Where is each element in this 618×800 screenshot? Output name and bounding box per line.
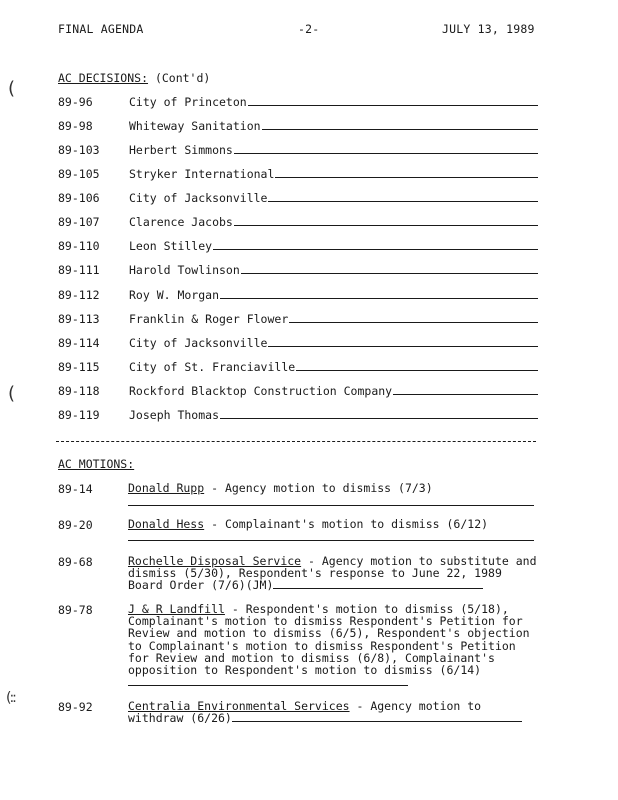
docket-number: 89-114 — [58, 336, 100, 350]
signature-line — [289, 322, 538, 323]
docket-number: 89-68 — [58, 555, 93, 569]
signature-line — [234, 153, 538, 154]
docket-number: 89-111 — [58, 263, 100, 277]
docket-number: 89-118 — [58, 384, 100, 398]
decision-row — [58, 406, 538, 422]
case-name: Joseph Thomas — [129, 408, 220, 422]
decision-row — [58, 165, 538, 181]
motion-description: - Agency motion to withdraw (6/26) — [128, 699, 482, 726]
signature-line — [296, 370, 538, 371]
signature-line — [273, 580, 483, 589]
motion-item — [58, 700, 538, 730]
margin-mark: (:: — [6, 690, 15, 706]
signature-line — [213, 249, 538, 250]
motion-description: - Respondent's motion to dismiss (5/18), Complainant's motion to dismiss Respondent's Petition for Review and motion to dismiss (6/5), Respondent's objection to Complainant's motion to dismiss Respondent's Petition for Review and motion to dismiss (6/8), Complainant's opposition to Respondent's motion to dismiss (6/14) — [128, 602, 530, 678]
decision-row — [58, 213, 538, 229]
case-name: Clarence Jacobs — [129, 215, 233, 229]
motion-item — [58, 482, 538, 512]
signature-line — [268, 346, 538, 347]
decision-row — [58, 358, 538, 374]
case-name: Leon Stilley — [129, 239, 213, 253]
decision-row — [58, 93, 538, 109]
docket-number: 89-20 — [58, 518, 93, 532]
signature-line — [268, 201, 538, 202]
docket-number: 89-78 — [58, 603, 93, 617]
page-number: -2- — [298, 22, 320, 36]
motion-item — [58, 603, 538, 693]
docket-number: 89-110 — [58, 239, 100, 253]
signature-line — [275, 177, 538, 178]
decisions-heading — [58, 71, 210, 85]
decision-row — [58, 189, 538, 205]
case-name: City of Princeton — [129, 95, 247, 109]
motions-heading: AC MOTIONS: — [58, 457, 135, 471]
motion-item — [58, 555, 538, 597]
docket-number: 89-96 — [58, 95, 93, 109]
signature-line — [248, 105, 538, 106]
signature-line — [241, 273, 538, 274]
motion-text — [128, 518, 538, 530]
docket-number: 89-92 — [58, 700, 93, 714]
motion-party: Donald Rupp — [128, 481, 205, 495]
decision-row — [58, 141, 538, 157]
case-name: Roy W. Morgan — [129, 288, 220, 302]
docket-number: 89-14 — [58, 482, 93, 496]
signature-line — [262, 129, 538, 130]
motion-description: - Agency motion to dismiss (7/3) — [204, 481, 433, 495]
case-name: Franklin & Roger Flower — [129, 312, 289, 326]
docket-number: 89-106 — [58, 191, 100, 205]
motion-text — [128, 700, 538, 724]
motion-text — [128, 555, 538, 592]
decisions-heading-label: AC DECISIONS: — [58, 71, 149, 85]
case-name: City of St. Franciaville — [129, 360, 296, 374]
signature-line — [128, 540, 534, 541]
motion-item — [58, 518, 538, 548]
motion-description: - Agency motion to substitute and dismiss (5/30), Respondent's response to June 22, 1989 Board Order (7/6)(JM) — [128, 554, 537, 593]
motion-party: Rochelle Disposal Service — [128, 554, 302, 568]
case-name: Rockford Blacktop Construction Company — [129, 384, 393, 398]
decision-row — [58, 310, 538, 326]
margin-mark: ( — [8, 78, 16, 99]
case-name: Harold Towlinson — [129, 263, 240, 277]
motion-party: J & R Landfill — [128, 602, 225, 616]
decision-row — [58, 334, 538, 350]
decision-row — [58, 286, 538, 302]
decision-row — [58, 117, 538, 133]
motion-text — [128, 603, 538, 688]
signature-line — [128, 677, 408, 686]
case-name: Herbert Simmons — [129, 143, 233, 157]
signature-line — [393, 394, 538, 395]
docket-number: 89-107 — [58, 215, 100, 229]
motion-description: - Complainant's motion to dismiss (6/12) — [204, 517, 489, 531]
header-left: FINAL AGENDA — [58, 22, 144, 36]
docket-number: 89-119 — [58, 408, 100, 422]
signature-line — [128, 505, 534, 506]
docket-number: 89-103 — [58, 143, 100, 157]
decision-row — [58, 237, 538, 253]
decisions-heading-suffix: (Cont'd) — [148, 71, 211, 85]
margin-mark: ( — [8, 383, 16, 404]
section-divider — [56, 441, 536, 442]
decision-row — [58, 382, 538, 398]
decision-row — [58, 261, 538, 277]
signature-line — [220, 418, 538, 419]
docket-number: 89-98 — [58, 119, 93, 133]
case-name: Stryker International — [129, 167, 275, 181]
signature-line — [232, 713, 522, 722]
motion-party: Donald Hess — [128, 517, 205, 531]
docket-number: 89-112 — [58, 288, 100, 302]
case-name: City of Jacksonville — [129, 336, 268, 350]
docket-number: 89-115 — [58, 360, 100, 374]
signature-line — [234, 225, 538, 226]
docket-number: 89-105 — [58, 167, 100, 181]
motion-text — [128, 482, 538, 494]
case-name: City of Jacksonville — [129, 191, 268, 205]
header-date: JULY 13, 1989 — [442, 22, 535, 36]
case-name: Whiteway Sanitation — [129, 119, 261, 133]
signature-line — [220, 298, 538, 299]
motion-party: Centralia Environmental Services — [128, 699, 350, 713]
docket-number: 89-113 — [58, 312, 100, 326]
